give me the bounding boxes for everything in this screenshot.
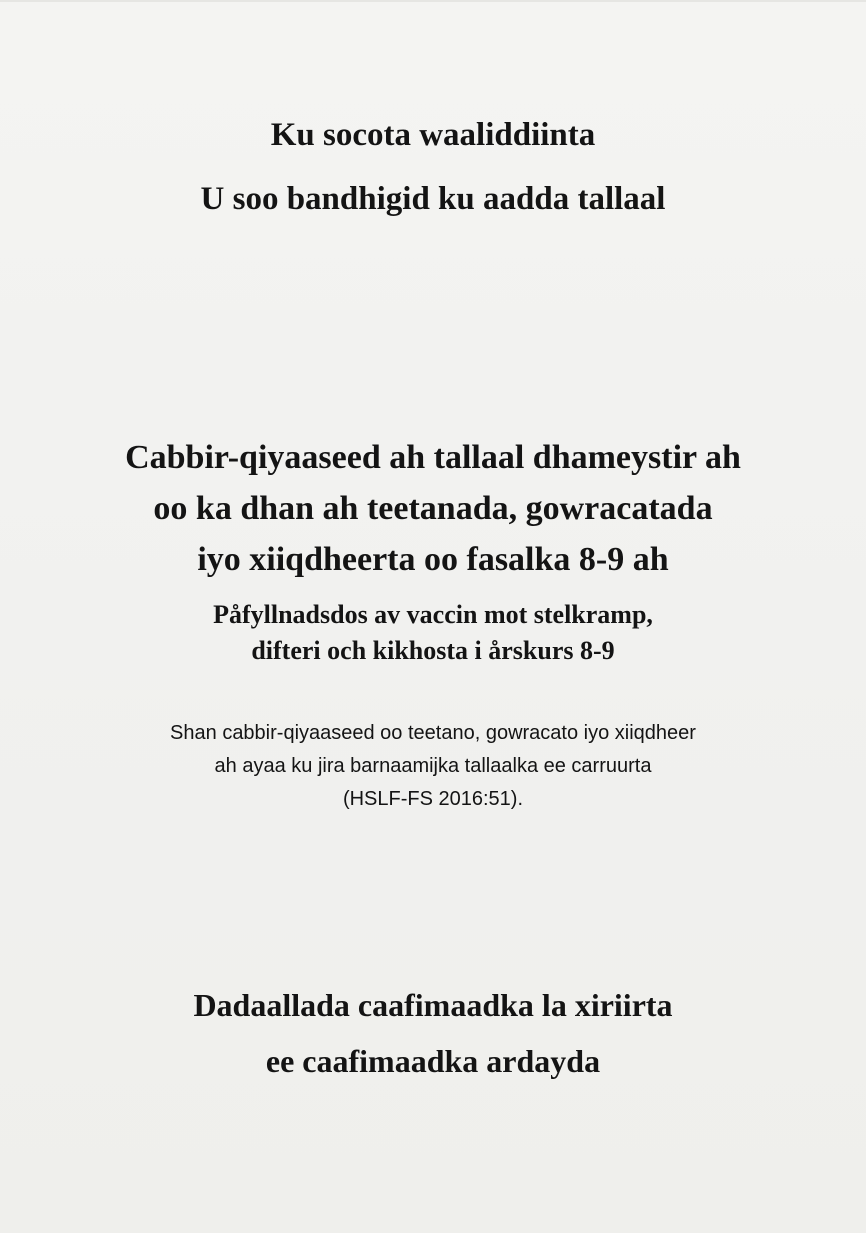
main-heading-line-2: oo ka dhan ah teetanada, gowracatada [153, 490, 713, 527]
top-edge-divider [0, 0, 866, 2]
description [0, 717, 866, 816]
swedish-heading [0, 597, 866, 669]
swedish-heading-line-2: difteri och kikhosta i årskurs 8-9 [251, 636, 615, 665]
header [0, 103, 866, 231]
swedish-heading-line-1: Påfyllnadsdos av vaccin mot stelkramp, [213, 600, 653, 629]
description-line-2: ah ayaa ku jira barnaamijka tallaalka ee carruurta [214, 755, 652, 777]
description-line-3: (HSLF-FS 2016:51). [342, 788, 524, 810]
main-heading [0, 432, 866, 585]
header-line-1: Ku socota waaliddiinta [270, 117, 596, 153]
footer [0, 977, 866, 1089]
main-heading-line-1: Cabbir-qiyaaseed ah tallaal dhameystir ah [125, 439, 741, 476]
footer-line-2: ee caafimaadka ardayda [265, 1043, 601, 1079]
header-line-2: U soo bandhigid ku aadda tallaal [200, 181, 666, 217]
description-line-1: Shan cabbir-qiyaaseed oo teetano, gowracato iyo xiiqdheer [170, 722, 696, 744]
footer-line-1: Dadaallada caafimaadka la xiriirta [193, 987, 673, 1023]
main-heading-line-3: iyo xiiqdheerta oo fasalka 8-9 ah [197, 541, 669, 578]
